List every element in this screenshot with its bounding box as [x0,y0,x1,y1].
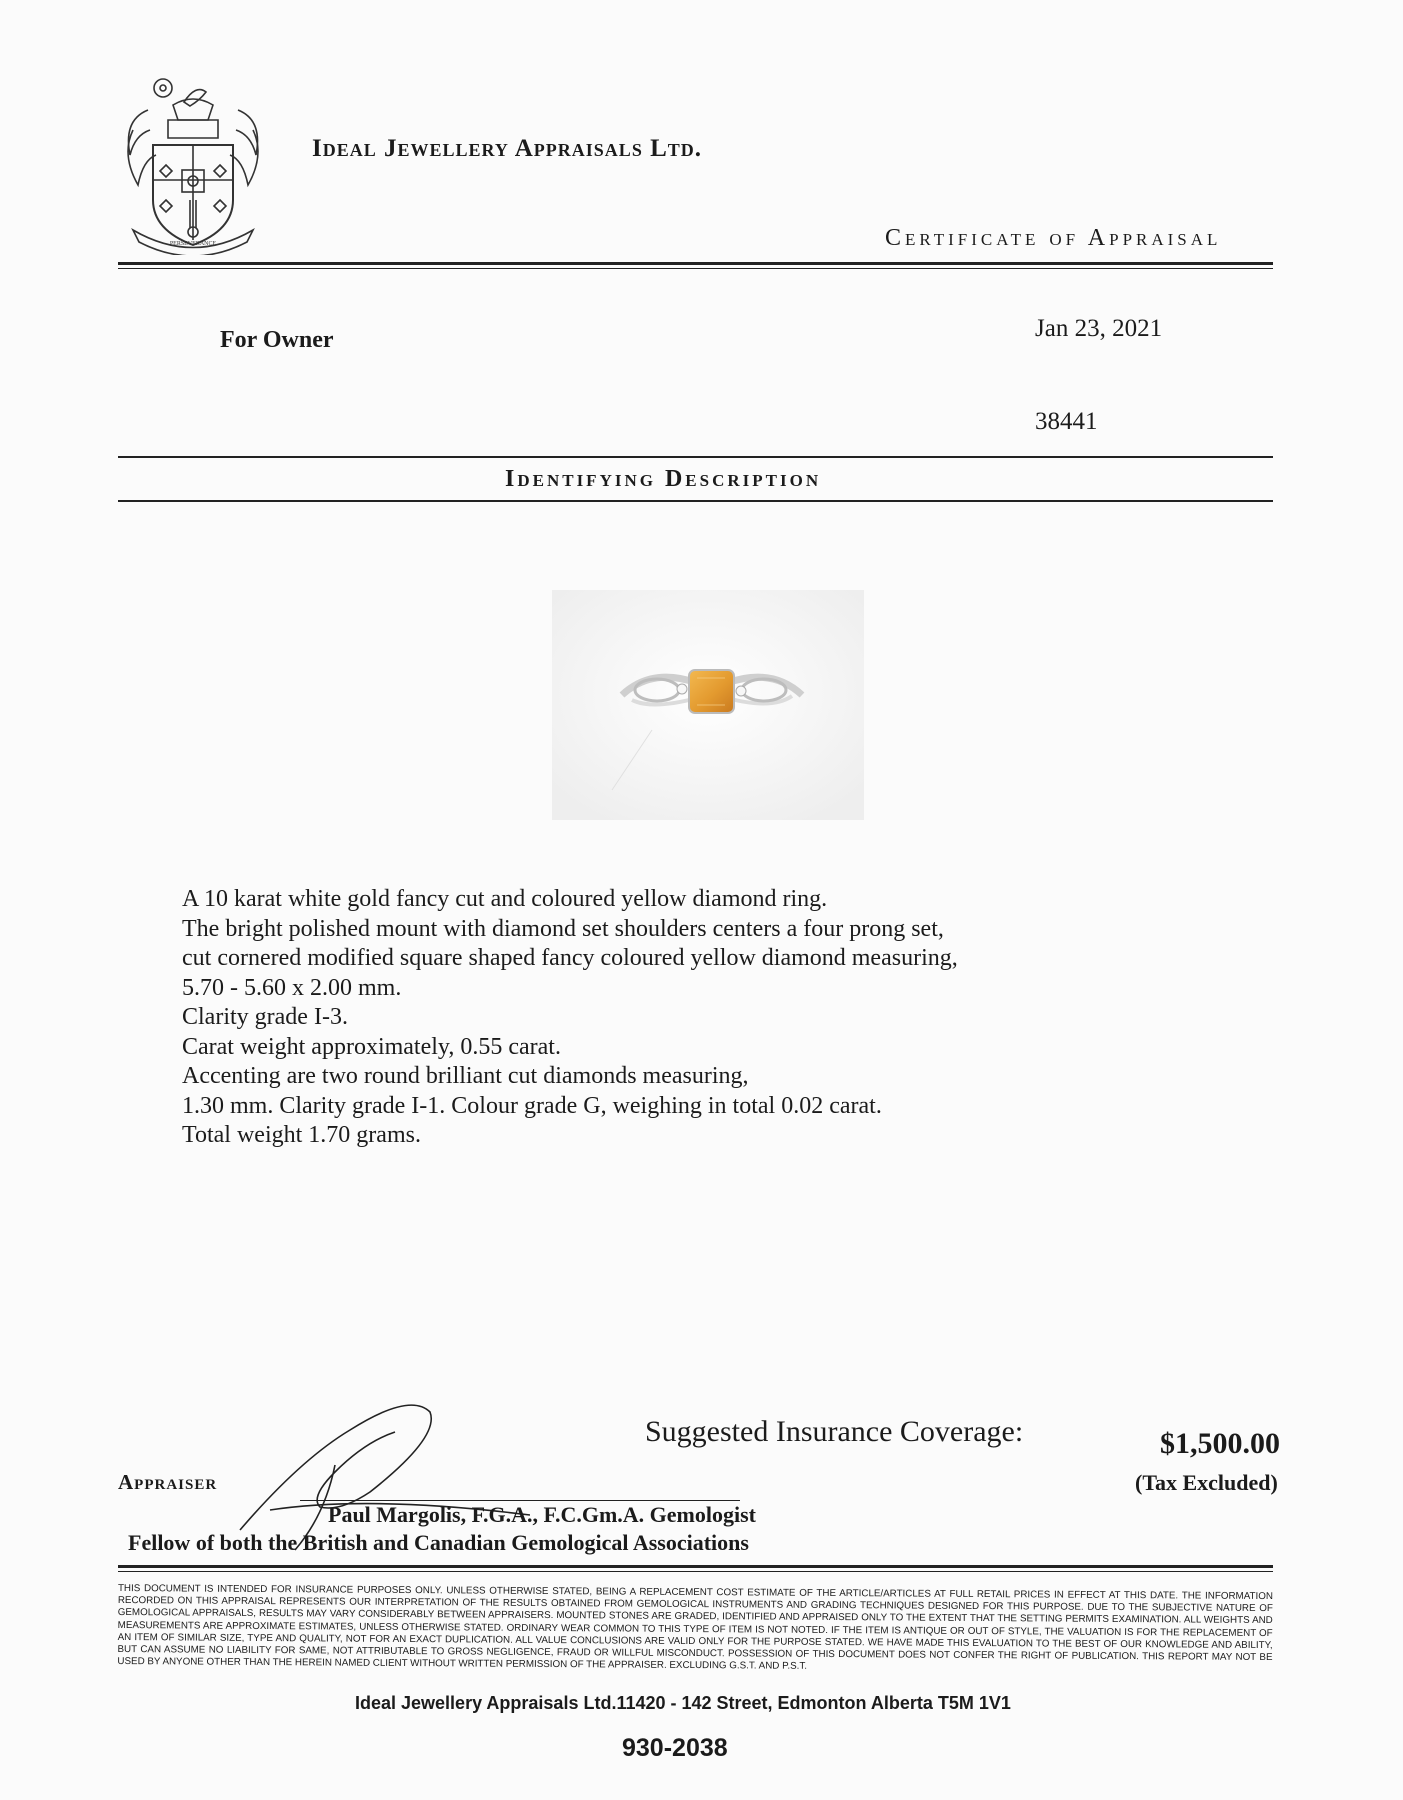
document-title: Certificate of Appraisal [885,225,1222,251]
description-line: Accenting are two round brilliant cut diamonds measuring, [182,1063,749,1089]
section-divider-top [118,456,1273,458]
description-line: cut cornered modified square shaped fancy coloured yellow diamond measuring, [182,945,958,971]
signature-line [300,1500,740,1501]
ring-photo [552,590,864,820]
item-description [182,885,1132,1151]
disclaimer-text: THIS DOCUMENT IS INTENDED FOR INSURANCE PURPOSES ONLY. UNLESS OTHERWISE STATED, BEING A REPLACEMENT COST ESTIMATE OF THE ARTICLE/ARTICLES AT FULL RETAIL PRICES IN EFFECT AT THIS DATE. THE INFORMATION RECORDED ON THIS APPRAISAL REPRESENTS OUR INTERPRETATION OF THE RESULTS OBTAINED FROM GEMOLOGICAL INSTRUMENTS AND GRADING TECHNIQUES DESIGNED FOR THIS PURPOSE. DUE TO THE SUBJECTIVE NATURE OF GEMOLOGICAL APPRAISALS, RESULTS MAY VARY CONSIDERABLY BETWEEN APPRAISERS. MOUNTED STONES ARE GRADED, IDENTIFIED AND APPRAISED ONLY TO THE EXTENT THAT THE SETTING PERMITS EXAMINATION. ALL WEIGHTS AND MEASUREMENTS ARE APPROXIMATE ESTIMATES, UNLESS OTHERWISE STATED. ORDINARY WEAR COMMON TO THIS TYPE OF ITEM IS NOT NOTED. IF THE ITEM IS ANTIQUE OR OUT OF STYLE, THE VALUATION IS FOR THE REPLACEMENT OF AN ITEM OF SIMILAR SIZE, TYPE AND QUALITY, NOT FOR AN EXACT DUPLICATION. ALL VALUE CONCLUSIONS ARE VALID ONLY FOR THE PURPOSE STATED. WE HAVE MADE THIS EVALUATION TO THE BEST OF OUR KNOWLEDGE AND ABILITY, BUT CAN ASSUME NO LIABILITY FOR SAME, NOT ATTRIBUTABLE TO GROSS NEGLIGENCE, FRAUD OR WILLFUL MISCONDUCT. POSSESSION OF THIS DOCUMENT DOES NOT CONFER THE RIGHT OF PUBLICATION. THIS REPORT MAY NOT BE USED BY ANYONE OTHER THAN THE HEREIN NAMED CLIENT WITHOUT WRITTEN PERMISSION OF THE APPRAISER. EXCLUDING G.S.T. AND P.S.T. [117,1583,1273,1673]
header-divider-thin [118,268,1273,269]
legal-disclaimer [117,1583,1273,1676]
coat-of-arms-logo [118,70,268,255]
description-line: 5.70 - 5.60 x 2.00 mm. [182,974,402,1001]
section-title: Identifying Description [505,466,822,492]
disclaimer-divider-thin [118,1571,1273,1572]
company-name: Ideal Jewellery Appraisals Ltd. [312,135,703,162]
description-line: Total weight 1.70 grams. [182,1122,421,1148]
insurance-coverage-value: $1,500.00 [1160,1427,1280,1460]
description-line: The bright polished mount with diamond set shoulders centers a four prong set, [182,915,944,942]
yellow-diamond-gemstone [689,670,734,713]
accent-diamond-right [736,686,746,696]
crest-motto: PERSEVERANCE [169,241,217,247]
tax-excluded-note: (Tax Excluded) [1135,1470,1278,1495]
section-divider-bottom [118,500,1273,502]
description-line: Clarity grade I-3. [182,1004,348,1030]
appraiser-fellowship: Fellow of both the British and Canadian Gemological Associations [128,1530,749,1555]
company-address: Ideal Jewellery Appraisals Ltd.11420 - 142 Street, Edmonton Alberta T5M 1V1 [355,1693,1011,1713]
insurance-coverage-label: Suggested Insurance Coverage: [645,1415,1024,1448]
description-line: A 10 karat white gold fancy cut and coloured yellow diamond ring. [182,886,828,912]
company-phone: 930-2038 [622,1734,728,1762]
appraisal-date: Jan 23, 2021 [1035,315,1163,342]
header-divider [118,262,1273,265]
accent-diamond-left [677,684,687,694]
appraiser-name: Paul Margolis, F.G.A., F.C.Gm.A. Gemologist [328,1502,756,1527]
description-line: Carat weight approximately, 0.55 carat. [182,1033,561,1060]
reference-number: 38441 [1035,408,1098,435]
description-line: 1.30 mm. Clarity grade I-1. Colour grade G, weighing in total 0.02 carat. [182,1092,882,1119]
appraiser-label: Appraiser [118,1470,218,1494]
disclaimer-divider [118,1565,1273,1568]
owner-label: For Owner [220,327,334,353]
